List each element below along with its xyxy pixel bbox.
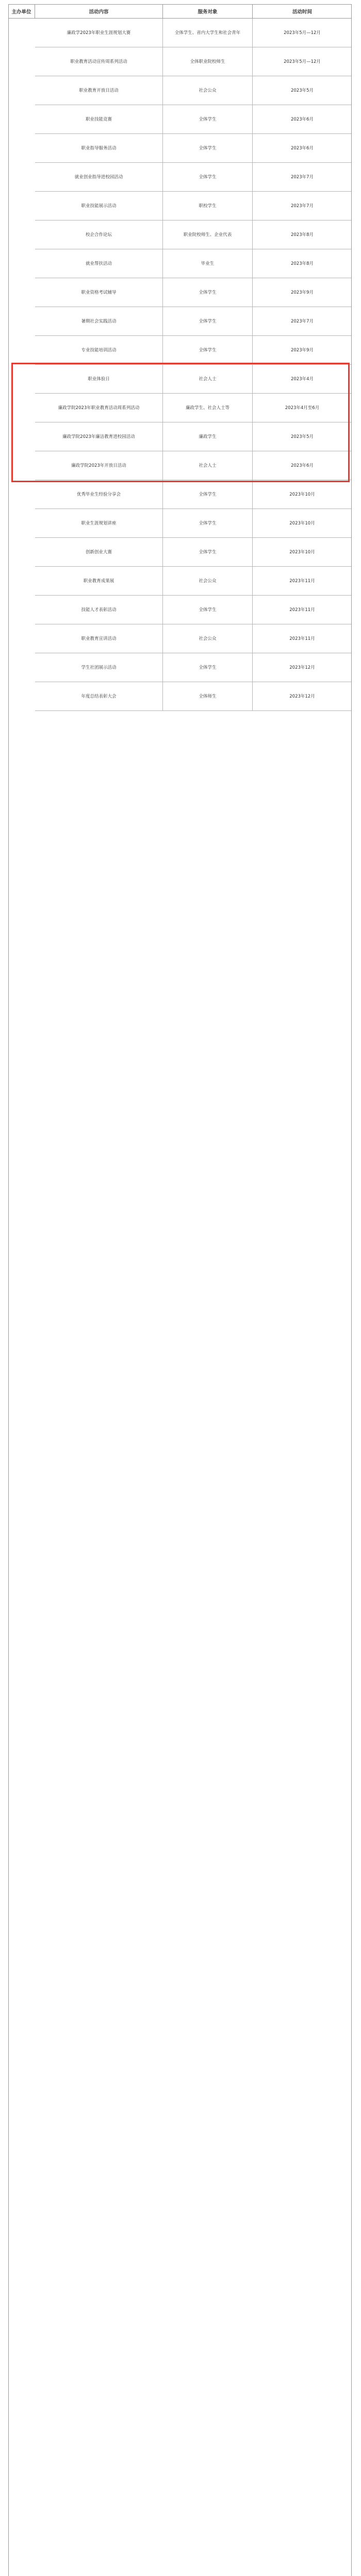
cell-time: 2023年4月至6月 <box>285 405 320 411</box>
highlight-row <box>35 394 352 422</box>
cell-content: 职业教育成果展 <box>35 567 163 595</box>
table-row <box>35 682 352 711</box>
cell-target: 全体职业院校师生 <box>163 47 253 76</box>
table-row <box>35 192 352 221</box>
cell-target: 全体学生、省内大学生和社会青年 <box>163 19 253 47</box>
table-row <box>35 163 352 192</box>
table-row <box>35 567 352 596</box>
table-row <box>35 653 352 682</box>
cell-time: 2023年12月 <box>289 693 315 699</box>
cell-target: 毕业生 <box>163 249 253 278</box>
cell-time: 2023年9月 <box>290 347 314 353</box>
cell-content: 技能人才表彰活动 <box>35 596 163 624</box>
cell-content: 年度总结表彰大会 <box>35 682 163 710</box>
cell-content: 学生社团展示活动 <box>35 653 163 682</box>
table-row <box>35 480 352 509</box>
table-row <box>35 278 352 307</box>
cell-target: 职校学生 <box>163 192 253 220</box>
table-row <box>35 249 352 278</box>
cell-time: 2023年4月 <box>290 376 314 382</box>
cell-content: 职业体验日 <box>35 365 163 393</box>
table-row <box>35 76 352 105</box>
cell-target: 社会人士 <box>163 451 253 480</box>
cell-time: 2023年6月 <box>290 463 314 468</box>
cell-content: 职业教育活动宣传周系列活动 <box>35 47 163 76</box>
table-row <box>35 105 352 134</box>
cell-content: 廉政学院2023年廉洁教育进校园活动 <box>35 422 163 451</box>
cell-target: 全体学生 <box>163 105 253 133</box>
cell-content: 职业技能竞赛 <box>35 105 163 133</box>
table-row <box>35 538 352 567</box>
cell-target: 社会人士 <box>163 365 253 393</box>
header-time: 活动时间 <box>292 9 312 15</box>
cell-time: 2023年11月 <box>289 636 315 641</box>
cell-target: 社会公众 <box>163 76 253 105</box>
cell-content: 廉政学院2023年开放日活动 <box>35 451 163 480</box>
highlight-row <box>35 365 352 394</box>
cell-time: 2023年12月 <box>289 665 315 670</box>
header-content: 活动内容 <box>35 4 163 18</box>
cell-target: 全体学生 <box>163 278 253 307</box>
cell-target: 廉政学生 <box>163 422 253 451</box>
cell-time: 2023年10月 <box>289 549 315 555</box>
cell-content: 职业生涯规划讲座 <box>35 509 163 537</box>
cell-content: 暑期社会实践活动 <box>35 307 163 335</box>
cell-time: 2023年9月 <box>290 290 314 295</box>
table-row <box>35 19 352 47</box>
cell-time: 2023年7月 <box>290 318 314 324</box>
cell-time: 2023年11月 <box>289 607 315 613</box>
cell-time: 2023年10月 <box>289 492 315 497</box>
cell-target: 全体学生 <box>163 307 253 335</box>
table-row <box>35 47 352 76</box>
cell-time: 2023年5月—12月 <box>284 30 321 36</box>
cell-content: 廉政学院2023年职业教育活动周系列活动 <box>35 394 163 422</box>
cell-time: 2023年5月—12月 <box>284 59 321 64</box>
cell-time: 2023年5月 <box>290 88 314 93</box>
cell-time: 2023年6月 <box>290 116 314 122</box>
cell-content: 职业教育宣讲活动 <box>35 624 163 653</box>
table-row <box>35 307 352 336</box>
cell-content: 创新创业大赛 <box>35 538 163 566</box>
cell-target: 社会公众 <box>163 624 253 653</box>
header-unit: 主办单位 <box>8 4 35 18</box>
cell-time: 2023年8月 <box>290 232 314 238</box>
cell-content: 职业教育开放日活动 <box>35 76 163 105</box>
highlight-row <box>35 451 352 480</box>
cell-target: 全体学生 <box>163 509 253 537</box>
cell-target: 全体师生 <box>163 682 253 710</box>
table-row <box>35 134 352 163</box>
cell-time: 2023年11月 <box>289 578 315 584</box>
cell-content: 就业帮扶活动 <box>35 249 163 278</box>
cell-target: 全体学生 <box>163 653 253 682</box>
cell-time: 2023年5月 <box>290 434 314 439</box>
cell-content: 专业技能培训活动 <box>35 336 163 364</box>
cell-time: 2023年10月 <box>289 520 315 526</box>
table-header <box>8 4 352 19</box>
header-target: 服务对象 <box>163 4 253 18</box>
cell-content: 优秀毕业生经验分享会 <box>35 480 163 509</box>
cell-content: 校企合作论坛 <box>35 221 163 249</box>
cell-content: 廉政学2023年职业生涯规划大赛 <box>35 19 163 47</box>
cell-target: 廉政学生、社会人士等 <box>163 394 253 422</box>
cell-content: 职业指导服务活动 <box>35 134 163 162</box>
cell-time: 2023年6月 <box>290 145 314 151</box>
cell-target: 全体学生 <box>163 336 253 364</box>
table-row <box>35 221 352 249</box>
table-row <box>35 336 352 365</box>
cell-time: 2023年7月 <box>290 174 314 180</box>
cell-time: 2023年8月 <box>290 261 314 266</box>
cell-target: 全体学生 <box>163 480 253 509</box>
highlight-row <box>35 422 352 451</box>
cell-time: 2023年7月 <box>290 203 314 209</box>
cell-target: 全体学生 <box>163 596 253 624</box>
cell-target: 全体学生 <box>163 163 253 191</box>
table-row <box>35 596 352 624</box>
cell-target: 全体学生 <box>163 538 253 566</box>
table-row <box>35 509 352 538</box>
cell-content: 职业技能展示活动 <box>35 192 163 220</box>
activity-table <box>8 4 352 2576</box>
cell-content: 就业创业指导进校园活动 <box>35 163 163 191</box>
cell-target: 职业院校师生、企业代表 <box>163 221 253 249</box>
cell-target: 社会公众 <box>163 567 253 595</box>
table-row <box>35 624 352 653</box>
cell-target: 全体学生 <box>163 134 253 162</box>
cell-content: 职业资格考试辅导 <box>35 278 163 307</box>
